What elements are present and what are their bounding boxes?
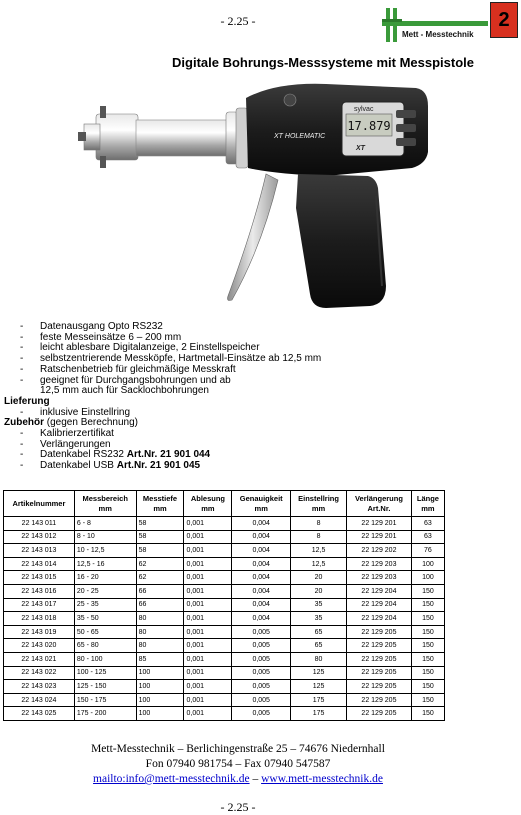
table-cell: 150 — [411, 598, 444, 612]
table-cell: 80 — [136, 639, 184, 653]
table-cell: 20 — [291, 571, 347, 585]
website-link[interactable]: www.mett-messtechnik.de — [261, 773, 383, 785]
table-cell: 22 143 016 — [4, 584, 75, 598]
feature-item-text: Ratschenbetrieb für gleichmäßige Messkraft — [40, 363, 236, 375]
mett-logo — [380, 6, 488, 44]
table-row — [4, 707, 445, 721]
zubehoer-item-text: Kalibrierzertifikat — [40, 428, 114, 440]
table-row — [4, 612, 445, 626]
bullet-dash: - — [20, 342, 24, 354]
table-cell: 0,005 — [232, 639, 291, 653]
table-cell: 100 — [136, 666, 184, 680]
bullet-dash: - — [20, 460, 24, 472]
table-row — [4, 666, 445, 680]
feature-item-text: selbstzentrierende Messköpfe, Hartmetall-Einsätze ab 12,5 mm — [40, 353, 322, 365]
table-cell: 22 129 203 — [347, 557, 412, 571]
page-title: Digitale Bohrungs-Messsysteme mit Messpistole — [172, 55, 474, 70]
table-row — [4, 598, 445, 612]
table-cell: 150 — [411, 612, 444, 626]
table-cell: 100 — [136, 680, 184, 694]
table-row — [4, 530, 445, 544]
table-cell: 63 — [411, 517, 444, 531]
table-cell: 22 143 012 — [4, 530, 75, 544]
table-cell: 0,004 — [232, 530, 291, 544]
table-cell: 150 — [411, 666, 444, 680]
table-cell: 0,004 — [232, 557, 291, 571]
table-cell: 62 — [136, 557, 184, 571]
table-cell: 0,001 — [184, 544, 232, 558]
table-cell: 6 - 8 — [74, 517, 136, 531]
table-cell: 0,004 — [232, 544, 291, 558]
table-cell: 150 — [411, 625, 444, 639]
table-cell: 22 143 023 — [4, 680, 75, 694]
article-number: Art.Nr. 21 901 045 — [116, 460, 201, 472]
bullet-dash: - — [20, 363, 24, 375]
table-cell: 12,5 - 16 — [74, 557, 136, 571]
feature-item-text: feste Messeinsätze 6 – 200 mm — [40, 331, 182, 343]
table-cell: 22 143 021 — [4, 652, 75, 666]
table-cell: 22 129 204 — [347, 584, 412, 598]
table-cell: 0,001 — [184, 598, 232, 612]
table-cell: 22 143 025 — [4, 707, 75, 721]
table-cell: 0,001 — [184, 612, 232, 626]
table-row — [4, 652, 445, 666]
table-cell: 58 — [136, 530, 184, 544]
table-row — [4, 693, 445, 707]
table-cell: 0,004 — [232, 571, 291, 585]
column-header: Artikelnummer — [4, 491, 75, 517]
table-row — [4, 557, 445, 571]
zubehoer-item-text: Verlängerungen — [40, 438, 111, 450]
table-cell: 0,005 — [232, 625, 291, 639]
table-cell: 22 129 201 — [347, 517, 412, 531]
table-cell: 35 — [291, 598, 347, 612]
table-cell: 35 — [291, 612, 347, 626]
zubehoer-heading: Zubehör (gegen Berechnung) — [4, 417, 138, 429]
table-cell: 22 129 205 — [347, 693, 412, 707]
page-number-top: - 2.25 - — [220, 14, 256, 28]
table-cell: 100 — [411, 557, 444, 571]
table-cell: 12,5 — [291, 544, 347, 558]
feature-continuation: 12,5 mm auch für Sacklochbohrungen — [40, 385, 209, 397]
table-cell: 25 - 35 — [74, 598, 136, 612]
table-cell: 8 — [291, 530, 347, 544]
bullet-dash: - — [20, 331, 24, 343]
table-cell: 20 - 25 — [74, 584, 136, 598]
table-cell: 125 — [291, 666, 347, 680]
table-cell: 0,001 — [184, 666, 232, 680]
bullet-dash: - — [20, 321, 24, 332]
table-cell: 0,001 — [184, 639, 232, 653]
table-row — [4, 571, 445, 585]
xt-label: XT — [356, 145, 365, 152]
column-header: Messbereich mm — [74, 491, 136, 517]
table-cell: 22 129 204 — [347, 598, 412, 612]
table-cell: 150 — [411, 693, 444, 707]
table-cell: 0,001 — [184, 652, 232, 666]
table-cell: 150 — [411, 639, 444, 653]
table-cell: 0,004 — [232, 612, 291, 626]
column-header: Genauigkeit mm — [232, 491, 291, 517]
table-cell: 100 - 125 — [74, 666, 136, 680]
article-number: Art.Nr. 21 901 044 — [126, 449, 211, 461]
table-cell: 0,001 — [184, 530, 232, 544]
footer-separator: – — [249, 773, 262, 785]
table-cell: 100 — [411, 571, 444, 585]
table-cell: 175 — [291, 693, 347, 707]
logo-text: Mett - Messtechnik — [402, 30, 474, 39]
footer-address: Mett-Messtechnik – Berlichingenstraße 25 – 74676 Niedernhall — [91, 743, 385, 755]
table-cell: 22 129 205 — [347, 625, 412, 639]
lieferung-heading: Lieferung — [4, 395, 50, 407]
zubehoer-item-text: Datenkabel RS232 — [40, 449, 127, 461]
table-row — [4, 639, 445, 653]
column-header: Länge mm — [411, 491, 444, 517]
table-row — [4, 625, 445, 639]
table-cell: 22 143 020 — [4, 639, 75, 653]
table-cell: 22 129 205 — [347, 680, 412, 694]
table-cell: 22 129 204 — [347, 612, 412, 626]
table-row — [4, 517, 445, 531]
table-cell: 22 129 205 — [347, 639, 412, 653]
column-header: Ablesung mm — [184, 491, 232, 517]
brand-label: sylvac — [354, 106, 374, 113]
table-cell: 66 — [136, 584, 184, 598]
bullet-dash: - — [20, 406, 24, 418]
footer — [0, 742, 476, 787]
feature-list — [4, 322, 484, 472]
table-cell: 80 — [136, 612, 184, 626]
table-cell: 0,001 — [184, 680, 232, 694]
table-cell: 10 - 12,5 — [74, 544, 136, 558]
table-cell: 65 - 80 — [74, 639, 136, 653]
table-cell: 0,001 — [184, 557, 232, 571]
table-cell: 8 - 10 — [74, 530, 136, 544]
page-number-bottom: - 2.25 - — [220, 800, 256, 814]
table-cell: 22 143 018 — [4, 612, 75, 626]
table-cell: 12,5 — [291, 557, 347, 571]
table-cell: 22 129 205 — [347, 707, 412, 721]
table-cell: 62 — [136, 571, 184, 585]
table-cell: 66 — [136, 598, 184, 612]
bullet-dash: - — [20, 353, 24, 365]
table-cell: 35 - 50 — [74, 612, 136, 626]
table-cell: 80 - 100 — [74, 652, 136, 666]
table-cell: 175 — [291, 707, 347, 721]
table-cell: 58 — [136, 517, 184, 531]
feature-item-text: geeignet für Durchgangsbohrungen und ab — [40, 374, 231, 386]
feature-item-text: leicht ablesbare Digitalanzeige, 2 Einstellspeicher — [40, 342, 260, 354]
zubehoer-item-text: Datenkabel USB — [40, 460, 117, 472]
table-cell: 0,004 — [232, 598, 291, 612]
table-cell: 0,001 — [184, 625, 232, 639]
lieferung-item — [4, 408, 484, 419]
table-cell: 150 — [411, 707, 444, 721]
column-header: Einstellring mm — [291, 491, 347, 517]
bullet-dash: - — [20, 374, 24, 386]
table-cell: 22 143 014 — [4, 557, 75, 571]
table-cell: 150 - 175 — [74, 693, 136, 707]
table-cell: 22 129 205 — [347, 652, 412, 666]
feature-item-text: Datenausgang Opto RS232 — [40, 321, 163, 332]
table-cell: 22 129 205 — [347, 666, 412, 680]
table-cell: 0,005 — [232, 707, 291, 721]
table-row — [4, 584, 445, 598]
table-cell: 0,005 — [232, 680, 291, 694]
table-cell: 0,005 — [232, 666, 291, 680]
table-cell: 8 — [291, 517, 347, 531]
table-cell: 0,001 — [184, 517, 232, 531]
table-cell: 0,001 — [184, 707, 232, 721]
table-cell: 50 - 65 — [74, 625, 136, 639]
table-cell: 0,004 — [232, 517, 291, 531]
column-header: Verlängerung Art.Nr. — [347, 491, 412, 517]
table-row — [4, 544, 445, 558]
zubehoer-item — [4, 461, 484, 472]
table-cell: 22 129 203 — [347, 571, 412, 585]
table-cell: 125 - 150 — [74, 680, 136, 694]
bore-gauge-pistol-image — [76, 76, 432, 321]
column-header: Messtiefe mm — [136, 491, 184, 517]
table-cell: 22 143 017 — [4, 598, 75, 612]
table-cell: 16 - 20 — [74, 571, 136, 585]
table-cell: 125 — [291, 680, 347, 694]
table-cell: 0,005 — [232, 693, 291, 707]
bullet-dash: - — [20, 428, 24, 440]
table-cell: 0,001 — [184, 693, 232, 707]
article-table — [3, 490, 445, 721]
table-cell: 22 143 013 — [4, 544, 75, 558]
table-cell: 80 — [136, 625, 184, 639]
email-link[interactable]: mailto:info@mett-messtechnik.de — [93, 773, 250, 785]
display-reading: 17.879 — [347, 119, 391, 133]
table-cell: 22 143 019 — [4, 625, 75, 639]
table-cell: 80 — [291, 652, 347, 666]
table-cell: 100 — [136, 707, 184, 721]
bullet-dash: - — [20, 449, 24, 461]
table-cell: 85 — [136, 652, 184, 666]
table-cell: 22 129 202 — [347, 544, 412, 558]
table-cell: 0,005 — [232, 652, 291, 666]
table-cell: 0,001 — [184, 571, 232, 585]
model-label: XT HOLEMATIC — [274, 133, 326, 140]
table-cell: 22 143 024 — [4, 693, 75, 707]
section-badge: 2 — [490, 2, 518, 38]
table-cell: 0,004 — [232, 584, 291, 598]
table-cell: 0,001 — [184, 584, 232, 598]
footer-phone: Fon 07940 981754 – Fax 07940 547587 — [145, 758, 331, 770]
bullet-dash: - — [20, 438, 24, 450]
lieferung-item-text: inklusive Einstellring — [40, 406, 131, 418]
table-cell: 22 143 022 — [4, 666, 75, 680]
table-cell: 58 — [136, 544, 184, 558]
table-cell: 76 — [411, 544, 444, 558]
table-cell: 63 — [411, 530, 444, 544]
table-cell: 65 — [291, 625, 347, 639]
table-cell: 150 — [411, 680, 444, 694]
table-cell: 22 143 011 — [4, 517, 75, 531]
table-cell: 22 129 201 — [347, 530, 412, 544]
table-cell: 20 — [291, 584, 347, 598]
table-cell: 65 — [291, 639, 347, 653]
table-cell: 150 — [411, 652, 444, 666]
table-cell: 175 - 200 — [74, 707, 136, 721]
table-cell: 150 — [411, 584, 444, 598]
table-row — [4, 680, 445, 694]
table-cell: 100 — [136, 693, 184, 707]
table-cell: 22 143 015 — [4, 571, 75, 585]
